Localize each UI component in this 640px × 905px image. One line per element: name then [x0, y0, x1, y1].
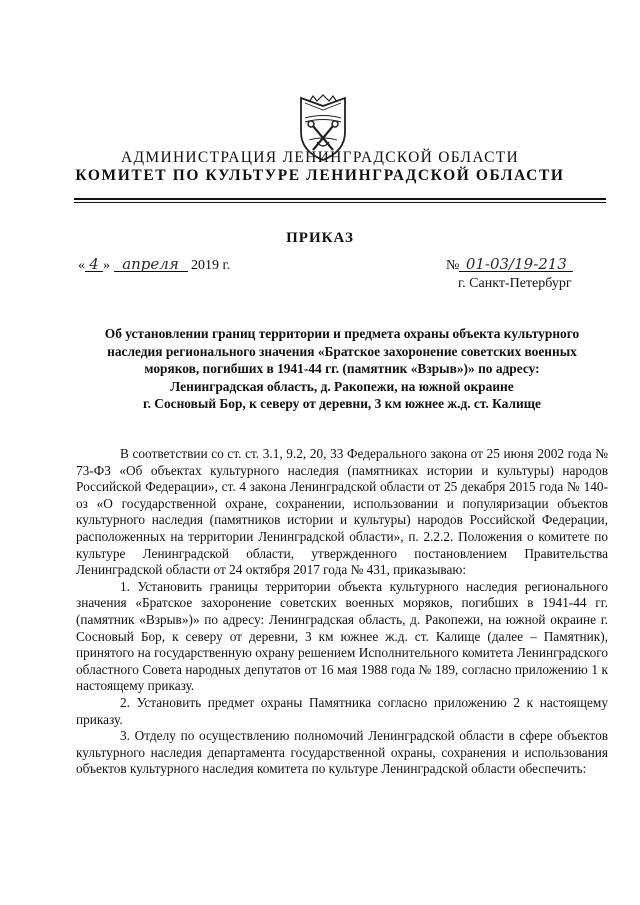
date-year: 2019 г.	[191, 258, 231, 273]
title-line: Ленинградская область, д. Ракопежи, на южной окраине	[170, 378, 514, 394]
body-paragraph: 1. Установить границы территории объекта культурного наследия регионального значения «Братское захоронение советских военных моряков, погибших в 1941-44 гг. (памятник «Взрыв»)» по адресу: Ленинградская область, д. Ракопежи, на южной окраине г. Сосновый Бор, к северу от деревни, 3 км южнее ж.д. ст. Калище (далее – Памятник), принятого на государственную охрану решением Исполнительного комитета Ленинградского областного Совета народных депутатов от 16 мая 1988 года № 189, согласно приложению 1 к настоящему приказу.	[76, 578, 608, 694]
paragraph-tail: от 24 октября 2017 года № 431, приказываю:	[213, 562, 467, 578]
title-line: наследия регионального значения «Братское захоронение советских военных	[107, 343, 577, 359]
date-close-quote: »	[103, 258, 110, 273]
body-paragraph: 2. Установить предмет охраны Памятника согласно приложению 2 к настоящему приказу.	[76, 694, 608, 727]
title-line: моряков, погибших в 1941-44 гг. (памятник «Взрыв»)» по адресу:	[144, 361, 540, 377]
title-line: г. Сосновый Бор, к северу от деревни, 3 км южнее ж.д. ст. Калище	[143, 396, 541, 412]
document-number	[446, 257, 573, 274]
body-paragraph: 3. Отделу по осуществлению полномочий Ленинградской области в сфере объектов культурного наследия департамента государственной охраны, сохранения и использования объектов культурного наследия комитета по культуре Ленинградской области обеспечить:	[76, 728, 608, 777]
organization-name: АДМИНИСТРАЦИЯ ЛЕНИНГРАДСКОЙ ОБЛАСТИ	[121, 149, 519, 166]
body-paragraph	[76, 446, 608, 579]
title-line: Об установлении границ территории и предмета охраны объекта культурного	[104, 326, 580, 341]
document-type: ПРИКАЗ	[286, 230, 354, 246]
header-divider-thin	[74, 202, 606, 203]
number-value: 01-03/19-213	[459, 257, 573, 272]
paragraph-text: В соответствии со ст. ст. 3.1, 9.2, 20, 33 Федерального закона от 25 июня 2002 года № 73-ФЗ «Об объектах культурного наследия (памятниках истории и культуры) народов Российской Федерации», ст. 4 закона Ленинградской области от 25 декабря 2015 года № 140-оз «О государственной охране, сохранении, использовании и популяризации объектов культурного наследия (памятников истории и культуры) народов Российской Федерации, расположенных на территории Ленинградской области», п. 2.2.2. Положения о комитете по культуре Ленинградской области, утвержденного постановлением Правительства Ленинградской области	[76, 446, 608, 578]
document-title	[76, 325, 608, 413]
committee-name: КОМИТЕТ ПО КУЛЬТУРЕ ЛЕНИНГРАДСКОЙ ОБЛАСТИ	[75, 167, 565, 184]
document-city: г. Санкт-Петербург	[458, 276, 572, 291]
document-body	[76, 446, 608, 778]
number-prefix: №	[446, 258, 460, 273]
date-open-quote: «	[78, 258, 85, 273]
date-month: апреля	[114, 257, 188, 272]
header-divider-thick	[74, 198, 606, 200]
document-date	[78, 257, 230, 274]
date-day: 4	[85, 257, 103, 272]
